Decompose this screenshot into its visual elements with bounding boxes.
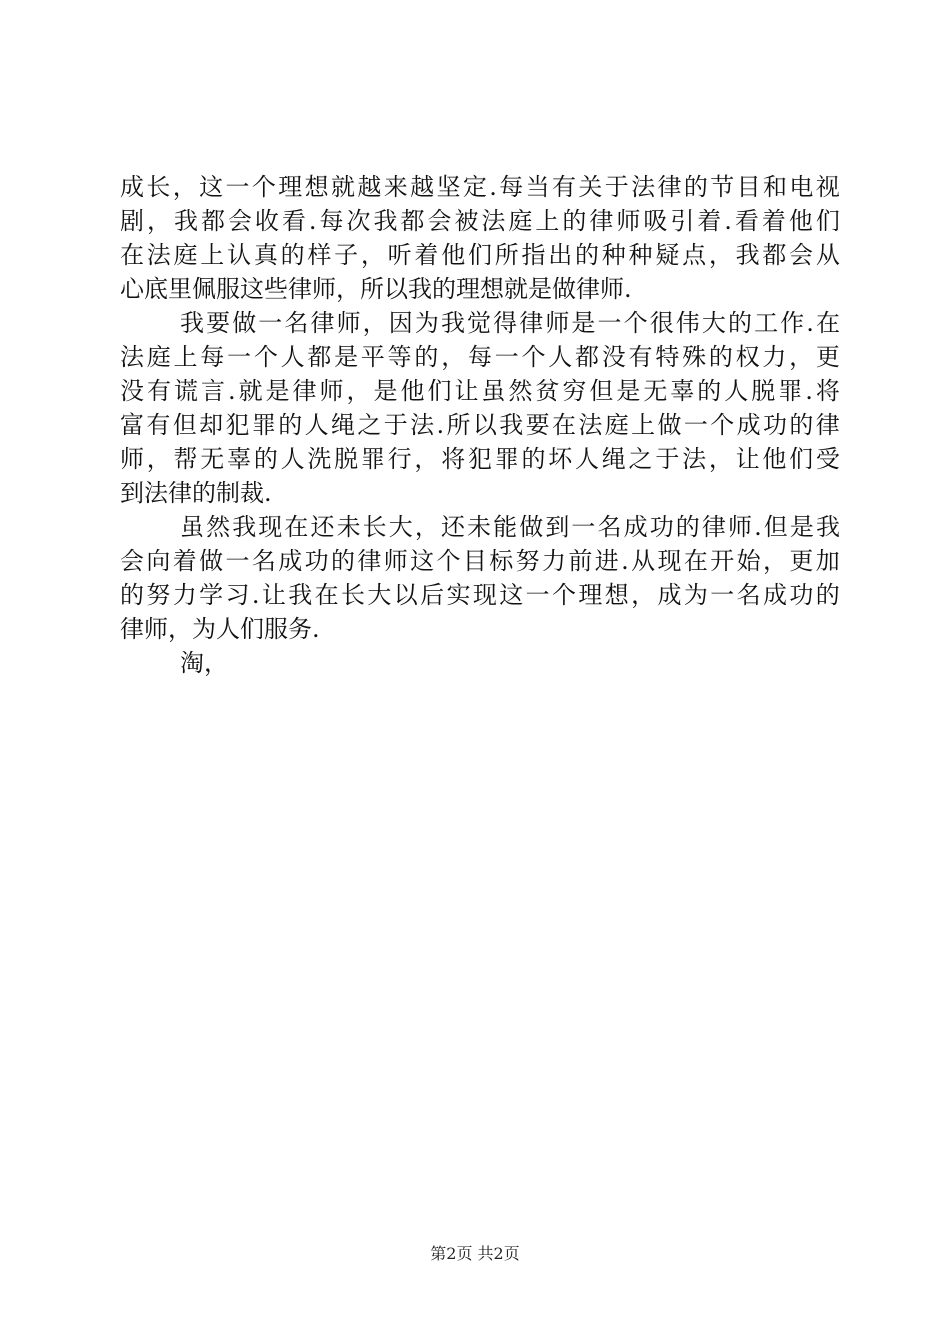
text-line: 淘， <box>180 649 228 677</box>
text-line: 法 庭 上 每 一 个 人 都 是 平 等 的 ， 每 一 个 人 都 没 有 特 殊 的 权 力 ， 更 <box>120 343 840 371</box>
text-line: 富 有 但 却 犯 罪 的 人 绳 之 于 法 . 所 以 我 要 在 法 庭 上 做 一 个 成 功 的 律 <box>120 411 840 439</box>
page-number-footer: 第2页 共2页 <box>430 1244 520 1263</box>
document-body <box>120 170 840 680</box>
text-line: 的 努 力 学 习 . 让 我 在 长 大 以 后 实 现 这 一 个 理 想 ， 成 为 一 名 成 功 的 <box>120 581 840 609</box>
text-line: 虽 然 我 现 在 还 未 长 大 ， 还 未 能 做 到 一 名 成 功 的 律 师 . 但 是 我 <box>180 513 840 541</box>
text-line: 师 ， 帮 无 辜 的 人 洗 脱 罪 行 ， 将 犯 罪 的 坏 人 绳 之 于 法 ， 让 他 们 受 <box>120 445 840 473</box>
text-line: 心底里佩服这些律师，所以我的理想就是做律师. <box>120 275 632 303</box>
text-line: 我 要 做 一 名 律 师 ， 因 为 我 觉 得 律 师 是 一 个 很 伟 大 的 工 作 . 在 <box>180 309 840 337</box>
text-line: 没 有 谎 言 . 就 是 律 师 ， 是 他 们 让 虽 然 贫 穷 但 是 无 辜 的 人 脱 罪 . 将 <box>120 377 840 405</box>
text-line: 剧 ， 我 都 会 收 看 . 每 次 我 都 会 被 法 庭 上 的 律 师 吸 引 着 . 看 着 他 们 <box>120 207 840 235</box>
text-line: 会 向 着 做 一 名 成 功 的 律 师 这 个 目 标 努 力 前 进 . 从 现 在 开 始 ， 更 加 <box>120 547 840 575</box>
paragraph <box>120 170 840 306</box>
text-line: 律师，为人们服务. <box>120 615 320 643</box>
text-line: 到法律的制裁. <box>120 479 272 507</box>
paragraph <box>120 306 840 510</box>
text-line: 成 长 ， 这 一 个 理 想 就 越 来 越 坚 定 . 每 当 有 关 于 法 律 的 节 目 和 电 视 <box>120 173 840 201</box>
paragraph <box>120 510 840 646</box>
text-line: 在 法 庭 上 认 真 的 样 子 ， 听 着 他 们 所 指 出 的 种 种 疑 点 ， 我 都 会 从 <box>120 241 840 269</box>
paragraph <box>120 646 840 680</box>
